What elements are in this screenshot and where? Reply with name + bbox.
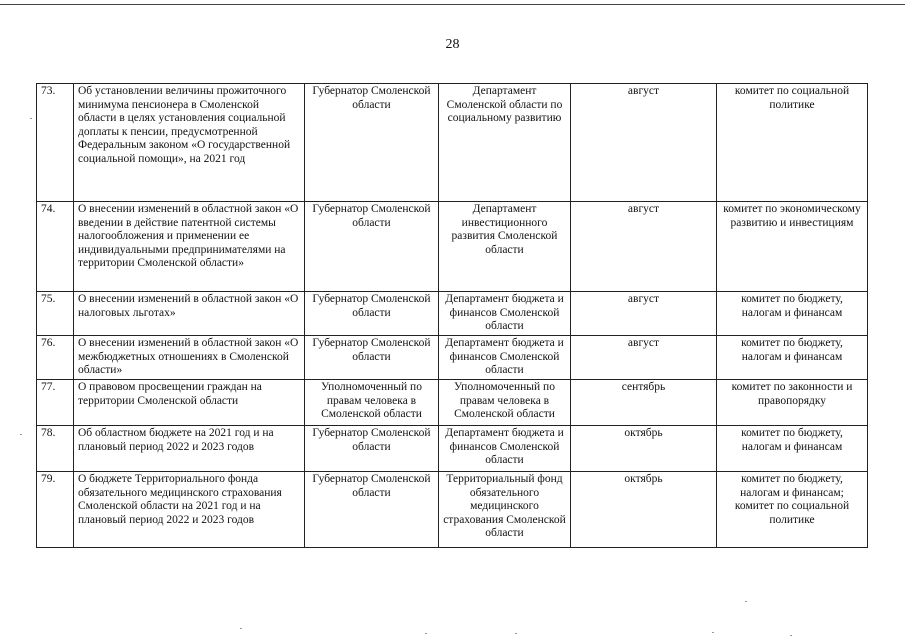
month: август bbox=[571, 202, 717, 292]
committee: комитет по экономическому развитию и инвестициям bbox=[717, 202, 868, 292]
table-row bbox=[37, 426, 868, 472]
table-row bbox=[37, 472, 868, 548]
legislative-plan-table bbox=[36, 83, 868, 548]
bill-title: О правовом просвещении граждан на территории Смоленской области bbox=[74, 380, 305, 426]
committee: комитет по бюджету, налогам и финансам bbox=[717, 292, 868, 336]
initiator: Губернатор Смоленской области bbox=[305, 336, 439, 380]
scan-speck bbox=[425, 633, 427, 634]
scan-speck bbox=[515, 633, 517, 634]
row-number: 73. bbox=[37, 84, 74, 202]
scan-speck bbox=[20, 434, 22, 435]
row-number: 79. bbox=[37, 472, 74, 548]
bill-title: О внесении изменений в областной закон «О межбюджетных отношениях в Смоленской области» bbox=[74, 336, 305, 380]
table-row bbox=[37, 202, 868, 292]
committee: комитет по бюджету, налогам и финансам bbox=[717, 426, 868, 472]
initiator: Уполномоченный по правам человека в Смоленской области bbox=[305, 380, 439, 426]
developer: Департамент бюджета и финансов Смоленской области bbox=[439, 426, 571, 472]
committee: комитет по социальной политике bbox=[717, 84, 868, 202]
row-number: 75. bbox=[37, 292, 74, 336]
month: сентябрь bbox=[571, 380, 717, 426]
initiator: Губернатор Смоленской области bbox=[305, 426, 439, 472]
developer: Уполномоченный по правам человека в Смоленской области bbox=[439, 380, 571, 426]
row-number: 77. bbox=[37, 380, 74, 426]
top-rule bbox=[0, 4, 905, 5]
bill-title: О бюджете Территориального фонда обязательного медицинского страхования Смоленской области на 2021 год и на плановый период 2022 и 2023 годов bbox=[74, 472, 305, 548]
row-number: 76. bbox=[37, 336, 74, 380]
scan-speck bbox=[30, 118, 32, 119]
committee: комитет по законности и правопорядку bbox=[717, 380, 868, 426]
bill-title: Об установлении величины прожиточного минимума пенсионера в Смоленской области в целях установления социальной доплаты к пенсии, предусмотренной Федеральным законом «О государственной социальной помощи», на 2021 год bbox=[74, 84, 305, 202]
month: август bbox=[571, 292, 717, 336]
scan-speck bbox=[712, 632, 714, 633]
page-number: 28 bbox=[445, 37, 460, 52]
developer: Департамент Смоленской области по социальному развитию bbox=[439, 84, 571, 202]
developer: Департамент инвестиционного развития Смоленской области bbox=[439, 202, 571, 292]
initiator: Губернатор Смоленской области bbox=[305, 84, 439, 202]
developer: Департамент бюджета и финансов Смоленской области bbox=[439, 292, 571, 336]
scan-speck bbox=[745, 601, 747, 602]
initiator: Губернатор Смоленской области bbox=[305, 202, 439, 292]
developer: Департамент бюджета и финансов Смоленской области bbox=[439, 336, 571, 380]
month: август bbox=[571, 84, 717, 202]
bill-title: О внесении изменений в областной закон «О налоговых льготах» bbox=[74, 292, 305, 336]
row-number: 78. bbox=[37, 426, 74, 472]
scan-speck bbox=[790, 635, 792, 636]
scan-speck bbox=[240, 628, 242, 629]
month: октябрь bbox=[571, 472, 717, 548]
developer: Территориальный фонд обязательного медицинского страхования Смоленской области bbox=[439, 472, 571, 548]
month: август bbox=[571, 336, 717, 380]
table-row bbox=[37, 292, 868, 336]
table-row bbox=[37, 84, 868, 202]
committee: комитет по бюджету, налогам и финансам; комитет по социальной политике bbox=[717, 472, 868, 548]
bill-title: О внесении изменений в областной закон «О введении в действие патентной системы налогообложения и применении ее индивидуальными предпринимателями на территории Смоленской области» bbox=[74, 202, 305, 292]
table-row bbox=[37, 380, 868, 426]
committee: комитет по бюджету, налогам и финансам bbox=[717, 336, 868, 380]
bill-title: Об областном бюджете на 2021 год и на плановый период 2022 и 2023 годов bbox=[74, 426, 305, 472]
table-row bbox=[37, 336, 868, 380]
row-number: 74. bbox=[37, 202, 74, 292]
month: октябрь bbox=[571, 426, 717, 472]
initiator: Губернатор Смоленской области bbox=[305, 472, 439, 548]
initiator: Губернатор Смоленской области bbox=[305, 292, 439, 336]
